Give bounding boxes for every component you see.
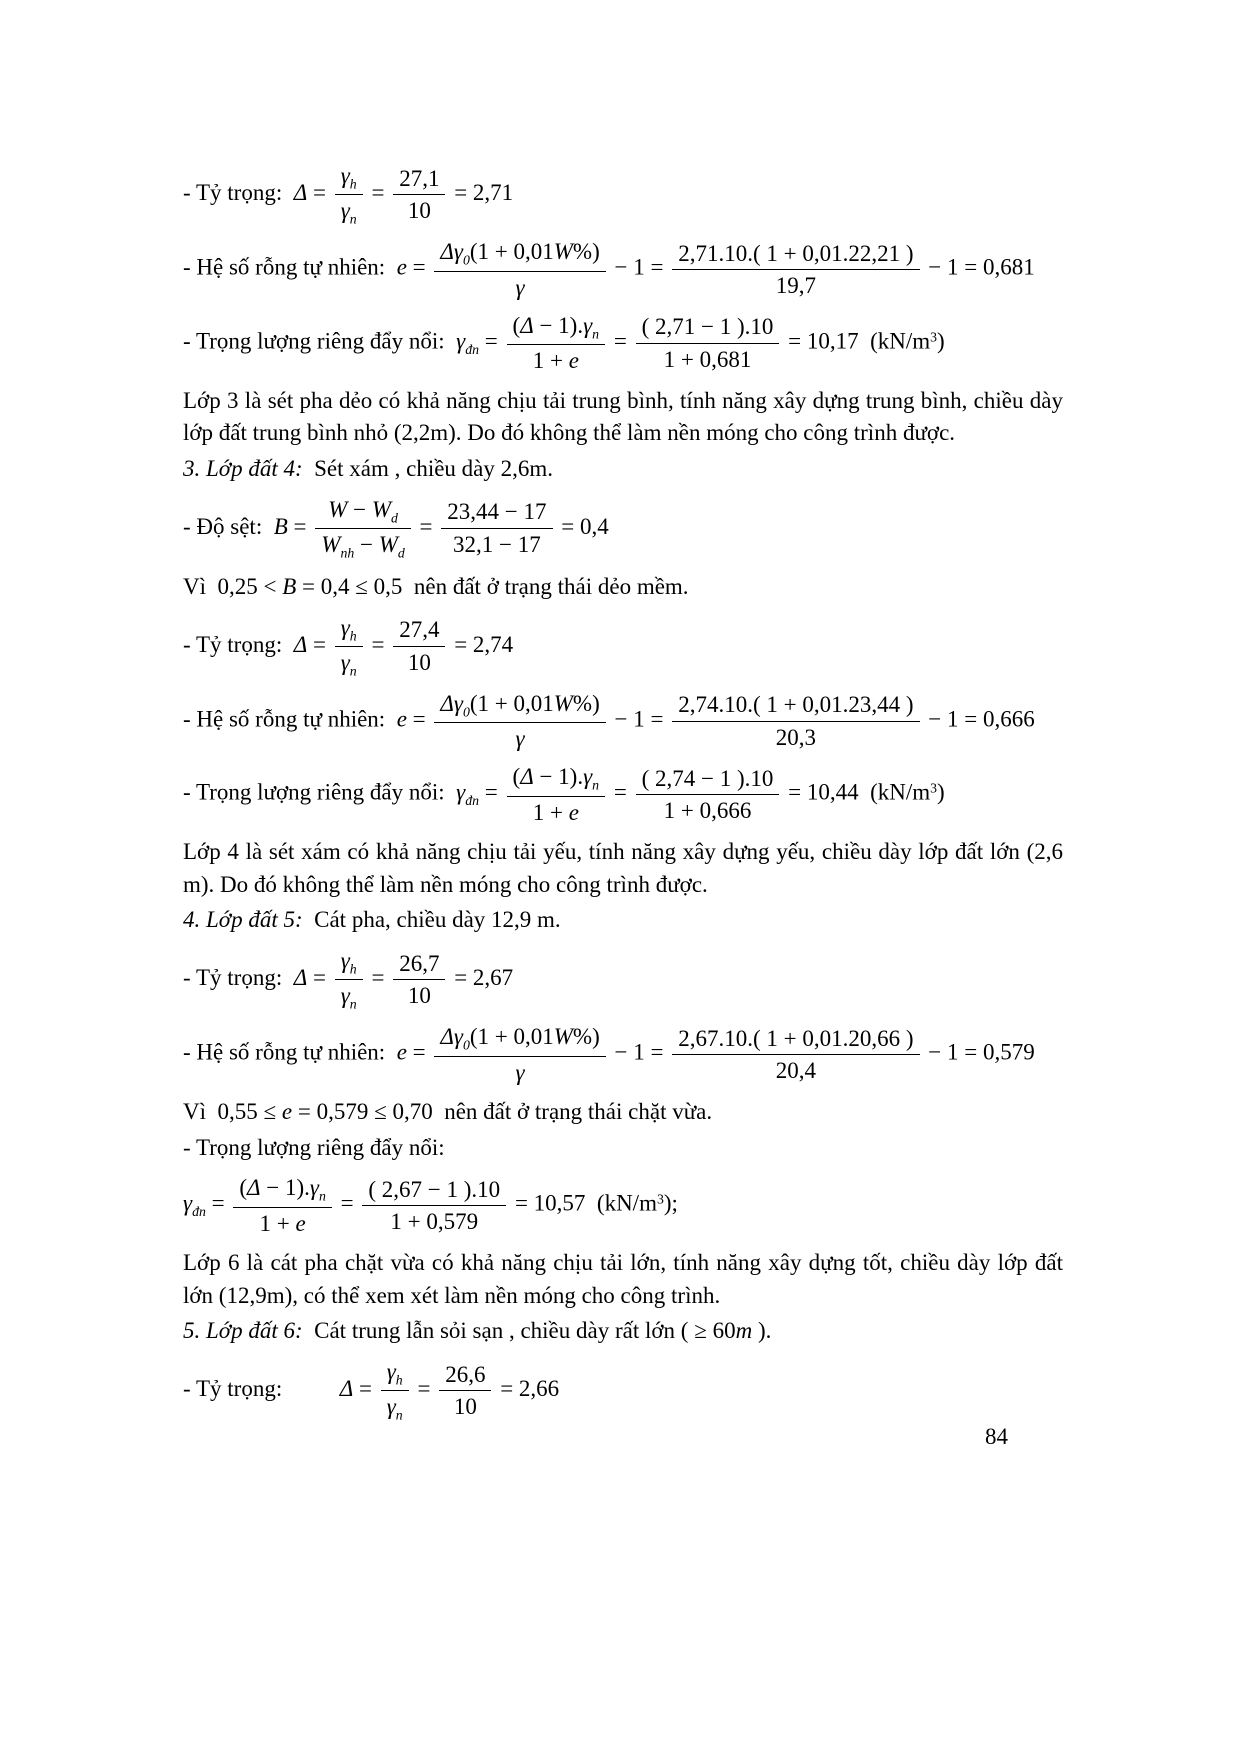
fraction-denominator	[315, 529, 411, 562]
math-variable: Δγ	[440, 1024, 463, 1050]
text-run: %)	[572, 690, 600, 716]
text-run: =	[479, 328, 504, 354]
math-fraction	[393, 949, 445, 1011]
subscript: d	[397, 545, 405, 561]
fraction-numerator	[434, 237, 605, 271]
text-run: −	[347, 496, 372, 522]
text-run: = 10,17 (kN/m	[782, 328, 931, 354]
fraction-denominator	[672, 722, 919, 752]
text-run: 20,3	[775, 724, 816, 750]
math-variable: 4. Lớp đất 5:	[183, 907, 303, 933]
math-variable: γ	[340, 948, 350, 974]
text-run: %)	[572, 1024, 600, 1050]
subscript: 0	[462, 252, 470, 268]
fraction-numerator	[434, 689, 605, 723]
fraction-denominator	[335, 980, 363, 1013]
subscript: đn	[465, 793, 480, 809]
text-run: = 2,67	[448, 965, 514, 991]
text-run: Cát pha, chiều dày 12,9 m.	[302, 907, 561, 933]
math-variable: e	[568, 348, 579, 374]
math-variable: W	[553, 239, 573, 265]
text-run: );	[663, 1190, 678, 1216]
math-variable: m	[735, 1318, 753, 1344]
fraction-denominator	[672, 1055, 919, 1085]
math-variable: γ	[340, 614, 350, 640]
fraction-numerator	[672, 1024, 919, 1055]
math-fraction	[636, 764, 780, 826]
document-body	[183, 152, 1063, 1433]
fraction-numerator	[507, 762, 606, 796]
math-fraction	[393, 164, 445, 226]
text-run: − 1 =	[608, 706, 670, 732]
fraction-denominator	[335, 195, 363, 228]
text-run: =	[479, 780, 504, 806]
subscript: đn	[192, 1204, 206, 1220]
fraction-numerator	[335, 946, 363, 980]
fraction-numerator	[393, 949, 445, 980]
math-variable: Δ	[293, 631, 308, 657]
text-run: )	[937, 780, 945, 806]
math-variable: e	[281, 1099, 293, 1125]
fraction-numerator	[393, 164, 445, 195]
math-variable: γ	[340, 198, 350, 224]
math-fraction	[362, 1175, 506, 1237]
text-run: − 1 =	[608, 254, 670, 280]
math-variable: γ	[183, 1190, 193, 1216]
subscript: n	[592, 778, 600, 793]
formula-line	[183, 689, 1063, 754]
text-run: - Trọng lượng riêng đẩy nổi:	[183, 328, 457, 354]
subscript: h	[349, 176, 357, 192]
math-variable: γ	[456, 780, 466, 806]
text-run: (	[512, 764, 521, 790]
formula-line	[183, 495, 1063, 562]
text-run: =	[353, 1375, 378, 1401]
text-run: 1 +	[259, 1210, 296, 1236]
fraction-denominator	[362, 1206, 506, 1236]
math-variable: 3. Lớp đất 4:	[183, 455, 303, 481]
text-run: - Tỷ trọng:	[183, 631, 294, 657]
text-run: 23,44 − 17	[447, 499, 547, 525]
math-variable: γ	[515, 274, 525, 300]
math-variable: Δ	[293, 179, 308, 205]
subscript: n	[349, 996, 357, 1012]
text-run: = 10,57 (kN/m	[509, 1190, 657, 1216]
text-run: − 1 = 0,579	[922, 1040, 1035, 1065]
math-variable: γ	[583, 764, 593, 790]
math-variable: e	[396, 1040, 407, 1065]
superscript: 3	[656, 1192, 664, 1208]
fraction-denominator	[381, 1391, 409, 1424]
text-run: - Tỷ trọng:	[183, 1375, 340, 1401]
fraction-denominator	[439, 1391, 491, 1421]
math-fraction	[315, 495, 411, 562]
text-run: - Hệ số rỗng tự nhiên:	[183, 706, 397, 732]
math-variable: Δ	[339, 1375, 354, 1401]
text-run: 1 +	[532, 799, 569, 825]
formula-line	[183, 311, 1063, 376]
formula-line	[183, 161, 1063, 228]
fraction-numerator	[335, 613, 363, 647]
text-run: 10	[407, 983, 431, 1009]
section-heading	[183, 1315, 1063, 1348]
text-run: 2,67.10.( 1 + 0,01.20,66 )	[678, 1025, 914, 1051]
page-number: 84	[985, 1424, 1008, 1449]
subscript: n	[319, 1188, 326, 1204]
fraction-numerator	[507, 311, 606, 345]
text-run: 10	[407, 649, 431, 675]
text-run: =	[307, 631, 332, 657]
text-run: =	[413, 513, 439, 539]
text-run: =	[307, 179, 332, 205]
math-fraction	[507, 311, 606, 376]
text-run: - Độ sệt:	[183, 513, 274, 539]
text-run: 1 + 0,579	[390, 1209, 479, 1235]
math-variable: W	[553, 1024, 573, 1050]
text-run: 2,71.10.( 1 + 0,01.22,21 )	[678, 240, 914, 266]
text-run: - Tỷ trọng:	[183, 965, 294, 991]
math-fraction	[441, 497, 552, 559]
fraction-denominator	[434, 1057, 605, 1087]
subscript: h	[349, 628, 357, 644]
fraction-denominator	[335, 647, 363, 680]
fraction-numerator	[672, 239, 919, 270]
text-run: (1 + 0,01	[469, 239, 554, 265]
fraction-denominator	[393, 647, 445, 677]
math-fraction	[393, 615, 445, 677]
text-run: Lớp 6 là cát pha chặt vừa có khả năng chịu tải lớn, tính năng xây dựng tốt, chiều dày lớp đất lớn (12,9m), có thể xem xét làm nền móng cho công trình.	[183, 1249, 1063, 1308]
math-variable: W	[328, 496, 348, 522]
math-fraction	[439, 1360, 491, 1422]
text-run: (	[512, 312, 521, 338]
paragraph	[183, 571, 1063, 604]
text-run: - Trọng lượng riêng đẩy nổi:	[183, 780, 457, 806]
text-run: =	[365, 965, 391, 991]
text-run: 10	[453, 1394, 477, 1420]
fraction-numerator	[441, 497, 552, 528]
formula-line	[183, 237, 1063, 302]
text-run: Lớp 4 là sét xám có khả năng chịu tải yếu, tính năng xây dựng yếu, chiều dày lớp đất lớn (2,6 m). Do đó không thể làm nền móng cho công trình được.	[183, 839, 1063, 897]
fraction-denominator	[636, 344, 780, 374]
subscript: h	[349, 961, 357, 977]
text-run: =	[406, 1040, 432, 1065]
subscript: n	[395, 1407, 403, 1423]
text-run: (1 + 0,01	[469, 690, 554, 716]
math-fraction	[335, 161, 363, 228]
text-run: ).	[752, 1318, 772, 1344]
text-run: - Tỷ trọng:	[183, 179, 294, 205]
formula-line	[183, 946, 1063, 1013]
text-run: 1 +	[532, 348, 569, 374]
subscript: d	[390, 510, 398, 526]
math-variable: e	[568, 799, 579, 825]
section-heading	[183, 453, 1063, 486]
fraction-denominator	[434, 723, 605, 753]
text-run: =	[205, 1190, 231, 1216]
text-run: =	[406, 254, 432, 280]
text-run: − 1 =	[608, 1040, 670, 1065]
math-fraction	[335, 946, 363, 1013]
math-variable: W	[371, 496, 391, 522]
fraction-denominator	[672, 270, 919, 300]
text-run: Cát trung lẫn sỏi sạn , chiều dày rất lớn ( ≥ 60	[302, 1318, 736, 1344]
formula-line	[183, 762, 1063, 827]
math-fraction	[672, 690, 919, 752]
formula-line	[183, 1173, 1063, 1238]
math-variable: γ	[340, 163, 350, 188]
math-variable: W	[553, 690, 573, 716]
math-fraction	[672, 1024, 919, 1086]
fraction-denominator	[441, 529, 552, 559]
fraction-denominator	[233, 1208, 332, 1238]
fraction-numerator	[393, 615, 445, 646]
math-variable: W	[378, 531, 398, 557]
math-variable: Δγ	[440, 690, 463, 716]
fraction-numerator	[672, 690, 919, 721]
math-fraction	[672, 239, 919, 301]
text-run: = 0,579 ≤ 0,70 nên đất ở trạng thái chặt vừa.	[292, 1099, 713, 1125]
text-run: 10	[407, 198, 431, 224]
text-run: = 0,4 ≤ 0,5 nên đất ở trạng thái dẻo mềm.	[296, 573, 689, 599]
math-variable: Δ	[520, 764, 534, 790]
text-run: (	[239, 1175, 248, 1201]
math-variable: Δγ	[440, 239, 463, 265]
math-fraction	[434, 1022, 605, 1087]
text-run: − 1 = 0,681	[922, 254, 1035, 280]
paragraph	[183, 1096, 1063, 1129]
math-fraction	[233, 1173, 332, 1238]
math-fraction	[434, 689, 605, 754]
text-run: Vì 0,25 <	[183, 573, 283, 599]
text-run: =	[365, 179, 391, 205]
text-run: 27,4	[399, 617, 440, 643]
text-run: (1 + 0,01	[469, 1024, 554, 1050]
math-variable: W	[321, 531, 341, 557]
text-run: = 0,4	[555, 513, 609, 539]
formula-line	[183, 1357, 1063, 1424]
text-run: =	[406, 706, 432, 732]
subscript: đn	[465, 342, 480, 358]
paragraph	[183, 385, 1063, 450]
math-variable: γ	[456, 328, 466, 354]
text-run: Vì 0,55 ≤	[183, 1099, 282, 1125]
math-variable: B	[273, 513, 288, 539]
math-variable: γ	[515, 726, 525, 752]
text-run: - Trọng lượng riêng đẩy nổi:	[183, 1134, 445, 1160]
fraction-numerator	[233, 1173, 332, 1207]
math-fraction	[434, 237, 605, 302]
text-run: =	[608, 328, 633, 354]
text-run: −	[354, 531, 379, 557]
fraction-numerator	[335, 161, 363, 195]
section-heading	[183, 904, 1063, 937]
formula-line	[183, 1022, 1063, 1087]
math-variable: B	[282, 573, 297, 599]
math-variable: γ	[340, 649, 350, 675]
fraction-denominator	[434, 272, 605, 302]
text-run: ( 2,67 − 1 ).10	[368, 1176, 501, 1202]
subscript: h	[395, 1372, 403, 1388]
text-run: =	[608, 780, 633, 806]
math-variable: Δ	[247, 1175, 261, 1201]
text-run: - Hệ số rỗng tự nhiên:	[183, 1040, 397, 1065]
subscript: 0	[462, 1037, 470, 1053]
text-run: = 2,66	[494, 1375, 560, 1401]
text-run: 26,6	[445, 1361, 486, 1387]
text-run: =	[365, 631, 391, 657]
math-fraction	[335, 613, 363, 680]
text-run: = 2,71	[448, 179, 514, 205]
fraction-denominator	[507, 797, 606, 827]
math-variable: γ	[515, 1059, 525, 1085]
math-variable: e	[396, 254, 407, 280]
text-run: ( 2,71 − 1 ).10	[641, 314, 774, 340]
math-fraction	[507, 762, 606, 827]
text-run: =	[287, 513, 313, 539]
subscript: n	[349, 211, 357, 227]
math-variable: γ	[340, 983, 350, 1009]
text-run: 1 + 0,666	[663, 798, 752, 824]
fraction-numerator	[434, 1022, 605, 1056]
math-variable: γ	[386, 1394, 396, 1420]
math-variable: e	[396, 706, 407, 732]
text-run: = 10,44 (kN/m	[782, 780, 931, 806]
fraction-denominator	[636, 795, 780, 825]
subscript: n	[592, 326, 600, 342]
fraction-numerator	[439, 1360, 491, 1391]
math-variable: Δ	[520, 312, 534, 338]
text-run: 20,4	[775, 1058, 816, 1084]
fraction-denominator	[393, 195, 445, 225]
text-run: 32,1 − 17	[453, 531, 541, 557]
fraction-denominator	[507, 345, 606, 375]
text-run: Sét xám , chiều dày 2,6m.	[302, 455, 554, 481]
text-run: 1 + 0,681	[663, 346, 752, 372]
subscript: 0	[462, 704, 470, 720]
superscript: 3	[930, 781, 938, 797]
text-run: 26,7	[399, 950, 440, 976]
fraction-numerator	[315, 495, 411, 529]
formula-line	[183, 613, 1063, 680]
paragraph	[183, 836, 1063, 901]
text-run: − 1).	[260, 1175, 310, 1201]
math-fraction	[636, 312, 780, 374]
subscript: nh	[340, 545, 355, 561]
math-fraction	[381, 1357, 409, 1424]
text-run: )	[937, 328, 945, 354]
fraction-numerator	[362, 1175, 506, 1206]
text-run: =	[307, 965, 332, 991]
text-run: =	[334, 1190, 360, 1216]
text-run: =	[411, 1375, 437, 1401]
paragraph	[183, 1247, 1063, 1312]
text-run: Lớp 3 là sét pha dẻo có khả năng chịu tải trung bình, tính năng xây dựng trung bình, chiều dày lớp đất trung bình nhỏ (2,2m). Do đó không thể làm nền móng cho công trình được.	[183, 387, 1063, 446]
superscript: 3	[930, 329, 938, 345]
math-variable: Δ	[293, 965, 308, 991]
fraction-numerator	[636, 312, 780, 343]
fraction-numerator	[381, 1357, 409, 1391]
text-run: − 1).	[533, 312, 584, 338]
text-run: - Hệ số rỗng tự nhiên:	[183, 254, 397, 280]
math-variable: γ	[583, 312, 593, 338]
fraction-denominator	[393, 980, 445, 1010]
text-run: %)	[572, 239, 600, 265]
text-run: = 2,74	[448, 631, 514, 657]
text-run: ( 2,74 − 1 ).10	[641, 765, 774, 791]
math-variable: γ	[309, 1175, 319, 1201]
text-run: − 1).	[533, 764, 584, 790]
math-variable: e	[295, 1210, 306, 1236]
math-variable: γ	[386, 1358, 396, 1384]
text-run: − 1 = 0,666	[922, 706, 1035, 732]
paragraph	[183, 1132, 1063, 1165]
text-run: 2,74.10.( 1 + 0,01.23,44 )	[678, 692, 914, 718]
math-variable: 5. Lớp đất 6:	[183, 1318, 303, 1344]
text-run: 27,1	[399, 165, 440, 191]
text-run: 19,7	[775, 273, 816, 299]
fraction-numerator	[636, 764, 780, 795]
subscript: n	[349, 663, 357, 679]
